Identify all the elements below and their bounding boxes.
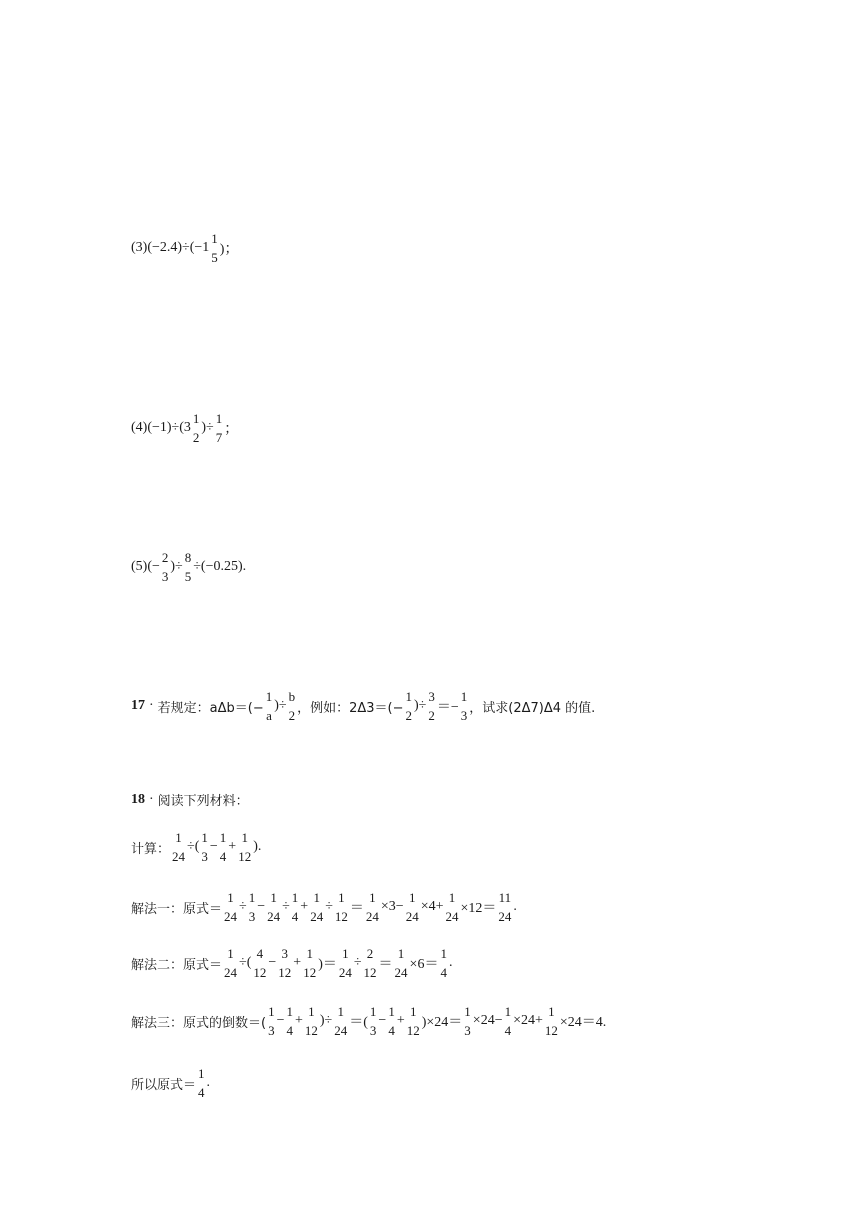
fraction: b 2 xyxy=(288,689,296,723)
fraction: 1 a xyxy=(265,689,273,723)
problem-5: (5)(− 2 3 )÷ 8 5 ÷(−0.25). xyxy=(131,550,247,584)
problem-4: (4)(−1)÷(3 1 2 )÷ 1 7 ； xyxy=(131,411,239,445)
question-number: 18 xyxy=(131,791,145,807)
fraction: 1 2 xyxy=(192,411,200,445)
solution-2: 解法二：原式＝ 1 24 ÷( 4 12 − 3 12 + 1 12 )＝ 1 24 ÷ 2 12 ＝ 1 24 ×6＝ 1 4 . xyxy=(131,946,453,980)
problem-4-text: (4)(−1)÷(3 xyxy=(131,420,191,435)
fraction: 1 24 xyxy=(445,890,459,924)
question-18: 18 · 阅读下列材料： xyxy=(131,791,249,809)
fraction: 2 12 xyxy=(363,946,377,980)
problem-3: (3)(−2.4)÷(−1 1 5 )； xyxy=(131,231,239,265)
fraction: 1 12 xyxy=(406,1004,420,1038)
fraction: 1 4 xyxy=(388,1004,395,1038)
fraction: 3 2 xyxy=(428,689,435,723)
fraction: 1 24 xyxy=(394,946,408,980)
fraction: 3 12 xyxy=(278,946,292,980)
fraction: 1 12 xyxy=(304,1004,318,1038)
fraction: 1 4 xyxy=(504,1004,512,1038)
fraction: 1 3 xyxy=(369,1004,377,1038)
fraction: 1 4 xyxy=(286,1004,293,1038)
fraction: 1 5 xyxy=(211,231,218,265)
question-17: 17 · 若规定：aΔb＝(− 1 a )÷ b 2 ，例如：2Δ3＝(− 1 2 )÷ 3 2 ＝− 1 3 ，试求(2Δ7)Δ4 的值. xyxy=(131,689,596,723)
fraction: 1 24 xyxy=(310,890,324,924)
calc-line: 计算： 1 24 ÷( 1 3 − 1 4 + 1 12 ). xyxy=(131,830,262,864)
fraction: 1 3 xyxy=(248,890,256,924)
fraction: 2 3 xyxy=(161,550,169,584)
fraction: 1 24 xyxy=(267,890,281,924)
fraction: 11 24 xyxy=(498,890,512,924)
fraction: 1 24 xyxy=(365,890,379,924)
fraction: 1 24 xyxy=(224,890,238,924)
fraction: 1 24 xyxy=(172,830,186,864)
fraction: 1 4 xyxy=(291,890,299,924)
fraction: 1 24 xyxy=(338,946,352,980)
fraction: 1 24 xyxy=(224,946,238,980)
problem-5-text: (5)(− xyxy=(131,559,160,574)
fraction: 1 12 xyxy=(334,890,348,924)
fraction: 1 3 xyxy=(460,689,468,723)
fraction: 1 4 xyxy=(198,1066,205,1100)
fraction: 8 5 xyxy=(184,550,192,584)
fraction: 1 3 xyxy=(268,1004,275,1038)
fraction: 1 12 xyxy=(303,946,317,980)
fraction: 1 24 xyxy=(334,1004,348,1038)
fraction: 1 3 xyxy=(201,830,208,864)
solution-3: 解法三：原式的倒数＝( 1 3 − 1 4 + 1 12 )÷ 1 24 ＝( 1 3 − 1 4 + 1 12 )×24＝ 1 3 ×24− 1 4 ×24+ 1 12 ×24＝4. xyxy=(131,1004,607,1038)
problem-3-text: (3)(−2.4)÷(−1 xyxy=(131,240,210,255)
conclusion: 所以原式＝ 1 4 . xyxy=(131,1066,211,1100)
fraction: 1 4 xyxy=(219,830,227,864)
question-number: 17 xyxy=(131,698,145,713)
fraction: 4 12 xyxy=(253,946,267,980)
fraction: 1 12 xyxy=(544,1004,558,1038)
fraction: 1 3 xyxy=(464,1004,471,1038)
fraction: 1 2 xyxy=(405,689,413,723)
fraction: 1 7 xyxy=(215,411,223,445)
fraction: 1 4 xyxy=(440,946,447,980)
solution-1: 解法一：原式＝ 1 24 ÷ 1 3 − 1 24 ÷ 1 4 + 1 24 ÷ 1 12 ＝ 1 24 ×3− 1 24 ×4+ 1 24 ×12＝ 11 24 . xyxy=(131,890,517,924)
question-18-title: 阅读下列材料： xyxy=(157,794,249,809)
fraction: 1 24 xyxy=(405,890,419,924)
fraction: 1 12 xyxy=(238,830,252,864)
